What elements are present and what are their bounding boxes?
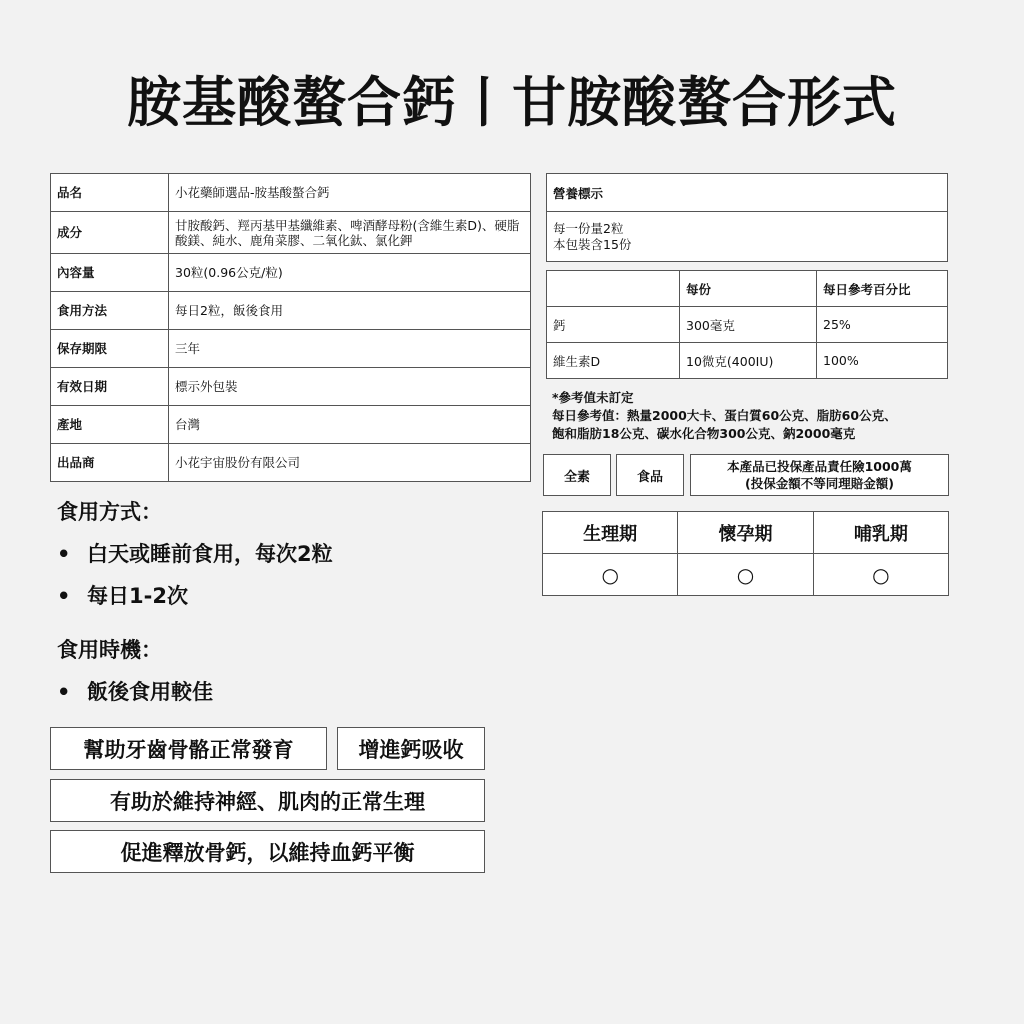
claim-box: 幫助牙齒骨骼正常發育 [50, 727, 327, 770]
column-header: 每份 [680, 271, 817, 307]
table-row [51, 292, 531, 330]
timing-heading: 食用時機： [57, 638, 162, 662]
list-item-text: 白天或睡前食用，每次2粒 [87, 542, 333, 566]
insurance-line: 本產品已投保產品責任險1000萬 [727, 459, 912, 474]
table-row [547, 343, 948, 379]
list-item [57, 538, 333, 568]
spec-value: 台灣 [169, 406, 531, 444]
column-header: 每日參考百分比 [817, 271, 948, 307]
nutrition-table [546, 270, 948, 379]
table-row [547, 271, 948, 307]
table-row [51, 212, 531, 254]
bullet-icon: • [57, 542, 71, 566]
serving-info [547, 212, 948, 262]
nutrient-daily-pct: 25% [817, 307, 948, 343]
period-header: 生理期 [543, 512, 678, 554]
table-row [51, 444, 531, 482]
spec-key: 成分 [51, 212, 169, 254]
list-item [57, 580, 188, 610]
nutrient-name: 維生素D [547, 343, 680, 379]
page-title: 胺基酸螯合鈣丨甘胺酸螯合形式 [127, 71, 897, 134]
spec-value: 三年 [169, 330, 531, 368]
claim-box: 促進釋放骨鈣，以維持血鈣平衡 [50, 830, 485, 873]
nutrition-notes [552, 389, 952, 443]
table-row [547, 307, 948, 343]
insurance-line: (投保金額不等同理賠金額) [745, 476, 894, 491]
spec-key: 品名 [51, 174, 169, 212]
table-row [543, 512, 949, 554]
table-row [51, 254, 531, 292]
suitable-mark: ○ [543, 554, 678, 596]
claim-box: 增進鈣吸收 [337, 727, 485, 770]
nutrient-per-serving: 300毫克 [680, 307, 817, 343]
spec-value: 每日2粒，飯後食用 [169, 292, 531, 330]
spec-value: 標示外包裝 [169, 368, 531, 406]
nutrition-header-table [546, 173, 948, 262]
nutrient-per-serving: 10微克(400IU) [680, 343, 817, 379]
spec-key: 內容量 [51, 254, 169, 292]
product-spec-table [50, 173, 531, 482]
spec-value: 甘胺酸鈣、羥丙基甲基纖維素、啤酒酵母粉(含維生素D)、硬脂酸鎂、純水、鹿角菜膠、二氧化鈦、氯化鉀 [169, 212, 531, 254]
usage-heading: 食用方式： [57, 500, 162, 524]
bullet-icon: • [57, 584, 71, 608]
breastfeeding-header: 哺乳期 [813, 512, 948, 554]
table-row [543, 554, 949, 596]
list-item [57, 676, 213, 706]
table-row [51, 174, 531, 212]
note-line: *參考值未訂定 [552, 390, 634, 405]
insurance-notice [690, 454, 949, 496]
note-line: 每日參考值：熱量2000大卡、蛋白質60公克、脂肪60公克、 [552, 408, 897, 423]
list-item-text: 飯後食用較佳 [87, 680, 213, 704]
column-header [547, 271, 680, 307]
table-row [51, 406, 531, 444]
spec-value: 小花宇宙股份有限公司 [169, 444, 531, 482]
suitable-mark: ○ [678, 554, 813, 596]
list-item-text: 每日1-2次 [87, 584, 188, 608]
suitability-table [542, 511, 949, 596]
nutrient-name: 鈣 [547, 307, 680, 343]
nutrition-header: 營養標示 [547, 174, 948, 212]
serving-size: 每一份量2粒 [553, 220, 624, 236]
table-row [51, 368, 531, 406]
spec-value: 小花藥師選品-胺基酸螯合鈣 [169, 174, 531, 212]
note-line: 飽和脂肪18公克、碳水化合物300公克、鈉2000毫克 [552, 426, 856, 441]
vegan-tag: 全素 [543, 454, 611, 496]
spec-key: 食用方法 [51, 292, 169, 330]
spec-key: 有效日期 [51, 368, 169, 406]
claim-box: 有助於維持神經、肌肉的正常生理 [50, 779, 485, 822]
nutrient-daily-pct: 100% [817, 343, 948, 379]
spec-key: 保存期限 [51, 330, 169, 368]
pregnancy-header: 懷孕期 [678, 512, 813, 554]
spec-value: 30粒(0.96公克/粒) [169, 254, 531, 292]
food-tag: 食品 [616, 454, 684, 496]
spec-key: 產地 [51, 406, 169, 444]
suitable-mark: ○ [813, 554, 948, 596]
spec-key: 出品商 [51, 444, 169, 482]
bullet-icon: • [57, 680, 71, 704]
table-row [51, 330, 531, 368]
servings-per-package: 本包裝含15份 [553, 236, 632, 252]
